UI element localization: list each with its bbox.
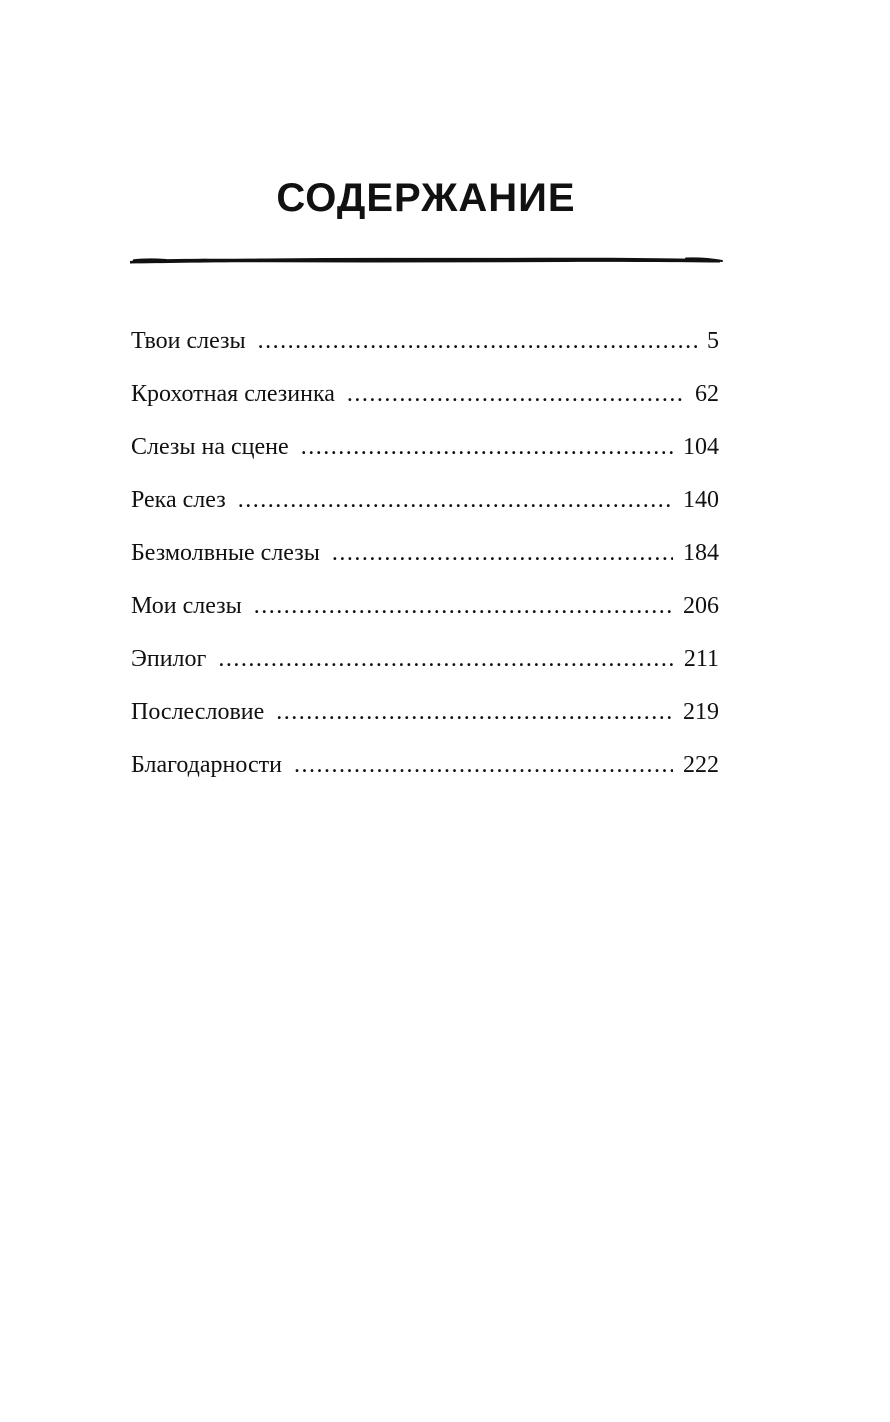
dot-leader — [258, 321, 697, 361]
dot-leader — [218, 639, 674, 679]
toc-entry-title: Послесловие — [131, 699, 265, 725]
toc-entry-title: Эпилог — [131, 646, 207, 672]
toc-entry-title: Безмолвные слезы — [131, 540, 320, 566]
toc-entry-page-number: 206 — [683, 593, 719, 619]
toc-entry[interactable] — [131, 480, 719, 533]
dot-leader — [301, 427, 673, 467]
toc-entry[interactable] — [131, 533, 719, 586]
toc-entry-page-number: 219 — [683, 699, 719, 725]
toc-entry-title: Река слез — [131, 487, 226, 513]
toc-entry[interactable] — [131, 374, 719, 427]
toc-entry[interactable] — [131, 639, 719, 692]
toc-entry[interactable] — [131, 321, 719, 374]
table-of-contents — [131, 321, 719, 798]
toc-entry-title: Слезы на сцене — [131, 434, 289, 460]
toc-entry[interactable] — [131, 427, 719, 480]
toc-entry-page-number: 140 — [683, 487, 719, 513]
page-title: СОДЕРЖАНИЕ — [276, 176, 576, 220]
dot-leader — [332, 533, 673, 573]
toc-entry-title: Крохотная слезинка — [131, 381, 335, 407]
dot-leader — [238, 480, 673, 520]
toc-entry-page-number: 62 — [695, 381, 719, 407]
dot-leader — [276, 692, 673, 732]
toc-entry-page-number: 104 — [683, 434, 719, 460]
dot-leader — [294, 745, 673, 785]
toc-entry-title: Мои слезы — [131, 593, 242, 619]
toc-entry-page-number: 211 — [683, 646, 719, 672]
toc-entry-page-number: 184 — [683, 540, 719, 566]
toc-entry-title: Благодарности — [131, 752, 282, 778]
toc-entry[interactable] — [131, 586, 719, 639]
toc-entry[interactable] — [131, 745, 719, 798]
toc-entry[interactable] — [131, 692, 719, 745]
brush-stroke-divider — [126, 250, 724, 270]
toc-entry-page-number: 222 — [683, 752, 719, 778]
dot-leader — [347, 374, 685, 414]
toc-entry-page-number: 5 — [707, 328, 719, 354]
dot-leader — [254, 586, 673, 626]
toc-entry-title: Твои слезы — [131, 328, 246, 354]
